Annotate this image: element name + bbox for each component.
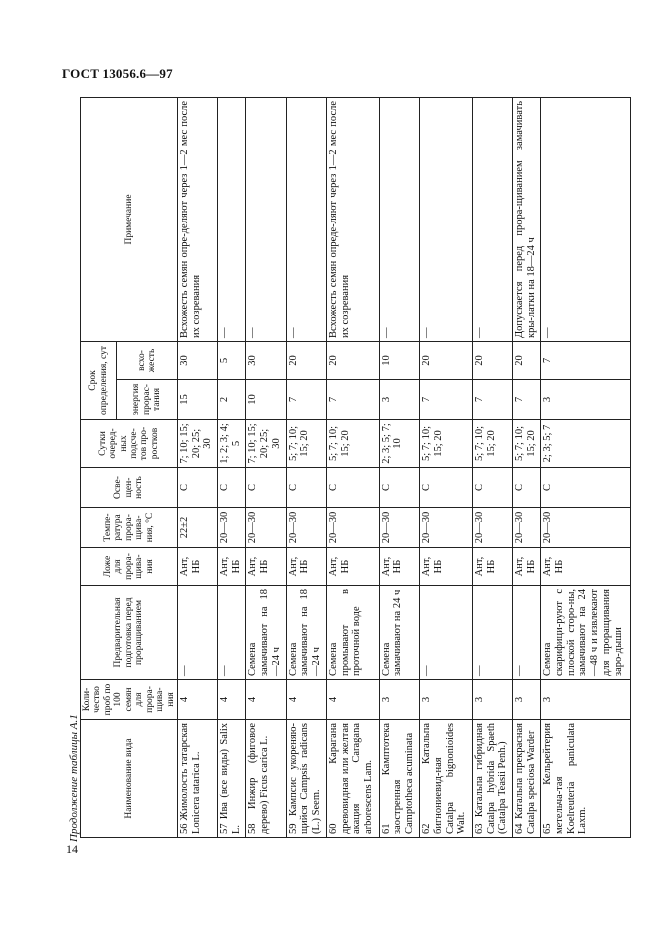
cell-prep: Семена замачивают на 18—24 ч [286,586,326,680]
cell-temp: 20—30 [379,508,419,548]
cell-count: 3 [513,680,541,720]
cell-note: Допускается перед прора-щиванием замачивать кры-латки на 18—24 ч [513,97,541,341]
cell-note: — [472,97,512,341]
table-row [472,97,512,837]
cell-count: 3 [541,680,631,720]
cell-days: 2; 3; 5; 7; 10 [379,420,419,468]
cell-count: 3 [472,680,512,720]
cell-light: С [472,468,512,508]
cell-germ: 30 [246,341,286,379]
rotated-table-wrapper [80,98,624,838]
cell-note: — [541,97,631,341]
cell-name: 61 Камптотека заостренная Camptotheca acuminata [379,720,419,838]
cell-prep: Семена скарифици-руют с плоской сторо-ны, замачивают на 24—48 ч и извлекают для проращивания заро-дыши [541,586,631,680]
cell-temp: 20—30 [541,508,631,548]
cell-name: 59 Кампсис укореняю-щийся Campsis radicans (L.) Seem. [286,720,326,838]
cell-germ: 20 [420,341,473,379]
table-continuation-label: Продолжение таблицы А.1 [68,714,80,842]
table-row [246,97,286,837]
table-row [326,97,379,837]
cell-name: 58 Инжир (фиговое дерево) Ficus carica L. [246,720,286,838]
cell-light: С [177,468,217,508]
cell-energy: 3 [379,380,419,420]
cell-energy: 7 [286,380,326,420]
table-row [420,97,473,837]
col-header-bed: Ложе для прора-щива-ния [81,548,178,586]
cell-light: С [379,468,419,508]
cell-energy: 7 [326,380,379,420]
cell-temp: 20—30 [326,508,379,548]
cell-days: 1; 2; 3; 4; 5 [218,420,246,468]
cell-prep: — [420,586,473,680]
cell-note: — [246,97,286,341]
cell-temp: 20—30 [420,508,473,548]
cell-bed: Ант, НБ [420,548,473,586]
table-row [218,97,246,837]
cell-bed: Ант, НБ [379,548,419,586]
cell-count: 4 [218,680,246,720]
cell-light: С [513,468,541,508]
cell-note: — [286,97,326,341]
cell-prep: — [513,586,541,680]
cell-count: 4 [326,680,379,720]
cell-prep: — [177,586,217,680]
cell-prep: — [218,586,246,680]
cell-bed: Ант, НБ [472,548,512,586]
cell-germ: 10 [379,341,419,379]
cell-prep: Семена промывают в проточной воде [326,586,379,680]
cell-light: С [420,468,473,508]
cell-note: Всхожесть семян опре-деляют через 1—2 мес после их созревания [177,97,217,341]
seed-germination-table [80,97,631,838]
cell-days: 5; 7; 10; 15; 20 [472,420,512,468]
cell-days: 5; 7; 10; 15; 20 [420,420,473,468]
cell-germ: 30 [177,341,217,379]
cell-temp: 20—30 [513,508,541,548]
cell-note: — [420,97,473,341]
cell-light: С [218,468,246,508]
table-row [513,97,541,837]
cell-germ: 20 [472,341,512,379]
cell-bed: Ант, НБ [513,548,541,586]
cell-days: 5; 7; 10; 15; 20 [326,420,379,468]
cell-bed: Ант, НБ [177,548,217,586]
page-number: 14 [66,842,78,856]
col-header-energy: энергия прорас-тания [117,380,178,420]
cell-count: 4 [177,680,217,720]
cell-germ: 7 [541,341,631,379]
cell-light: С [286,468,326,508]
cell-name: 57 Ива (все виды) Salix L. [218,720,246,838]
cell-count: 4 [246,680,286,720]
cell-temp: 20—30 [472,508,512,548]
cell-temp: 20—30 [218,508,246,548]
col-header-name: Наименование вида [81,720,178,838]
cell-name: 56 Жимолость татарская Lonicera tatarica L. [177,720,217,838]
cell-name: 62 Катальпа бигнониевид-ная Catalpa bignonioides Walt. [420,720,473,838]
cell-note: — [218,97,246,341]
col-header-term: Срок определения, сут [81,341,117,419]
cell-bed: Ант, НБ [246,548,286,586]
cell-energy: 10 [246,380,286,420]
cell-bed: Ант, НБ [541,548,631,586]
table-row [177,97,217,837]
cell-energy: 7 [420,380,473,420]
cell-bed: Ант, НБ [286,548,326,586]
table-row [541,97,631,837]
col-header-temp: Темпе-ратура прора-щива-ния, °С [81,508,178,548]
cell-temp: 22±2 [177,508,217,548]
cell-name: 65 Кельрейтерия метельча-тая Koelreuteria paniculata Laxm. [541,720,631,838]
cell-prep: — [472,586,512,680]
cell-count: 3 [420,680,473,720]
cell-days: 7; 10; 15; 20; 25; 30 [177,420,217,468]
cell-days: 5; 7; 10; 15; 20 [513,420,541,468]
col-header-prep: Предварительная подготовка перед проращиванием [81,586,178,680]
cell-count: 3 [379,680,419,720]
cell-name: 63 Катальпа гибридная Catalpa hybrida Spaeth (Catalpa Teasii Penh.) [472,720,512,838]
cell-days: 7; 10; 15; 20; 25; 30 [246,420,286,468]
cell-light: С [326,468,379,508]
document-header: ГОСТ 13056.6—97 [62,66,173,81]
col-header-light: Осве-щен-ность [81,468,178,508]
cell-temp: 20—30 [246,508,286,548]
cell-germ: 20 [326,341,379,379]
cell-energy: 7 [472,380,512,420]
cell-prep: Семена замачивают на 18—24 ч [246,586,286,680]
cell-germ: 5 [218,341,246,379]
table-row [379,97,419,837]
col-header-count: Коли-чество проб по 100 семян для прора-щива-ния [81,680,178,720]
col-header-germ: всхо-жесть [117,341,178,379]
cell-germ: 20 [286,341,326,379]
cell-germ: 20 [513,341,541,379]
cell-days: 5; 7; 10; 15; 20 [286,420,326,468]
col-header-days: Сутки очеред-ных подсче-тов про-ростков [81,420,178,468]
cell-name: 60 Карагана древовидная или желтая акация Caragana arborescens Lam. [326,720,379,838]
cell-energy: 2 [218,380,246,420]
cell-days: 2; 3; 5; 7 [541,420,631,468]
cell-note: Всхожесть семян опреде-ляют через 1—2 мес после их созревания [326,97,379,341]
cell-note: — [379,97,419,341]
cell-temp: 20—30 [286,508,326,548]
cell-name: 64 Катальпа прекрасная Catalpa speciosa Warder [513,720,541,838]
col-header-note: Примечание [81,97,178,341]
cell-bed: Ант, НБ [218,548,246,586]
cell-energy: 3 [541,380,631,420]
cell-bed: Ант, НБ [326,548,379,586]
cell-light: С [541,468,631,508]
cell-energy: 7 [513,380,541,420]
table-row [286,97,326,837]
cell-energy: 15 [177,380,217,420]
cell-count: 4 [286,680,326,720]
cell-light: С [246,468,286,508]
cell-prep: Семена замачивают на 24 ч [379,586,419,680]
